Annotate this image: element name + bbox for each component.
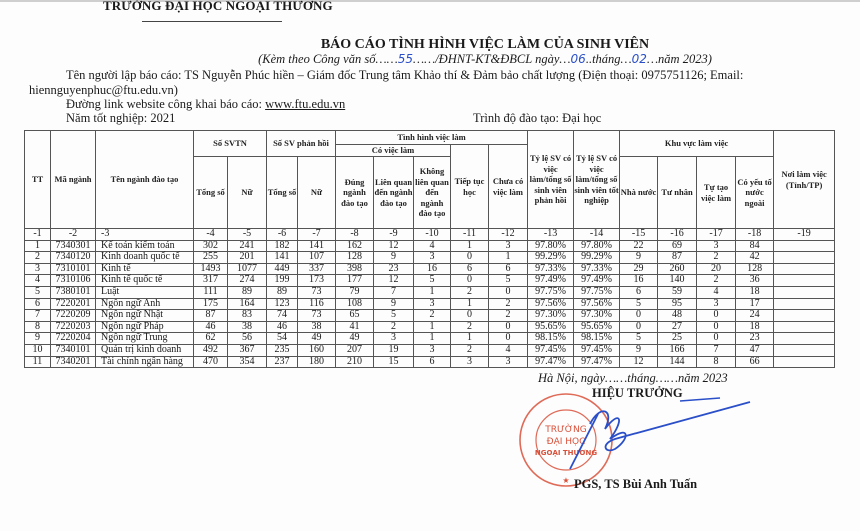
column-index-cell: -3 (96, 229, 194, 241)
website-label: Đường link website công khai báo cáo: (66, 97, 266, 111)
sign-date: Hà Nội, ngày……tháng……năm 2023 (538, 371, 728, 385)
table-cell: 10 (25, 344, 51, 356)
table-cell: 3 (489, 240, 528, 252)
table-cell: 56 (228, 333, 267, 345)
table-cell: 4 (414, 240, 451, 252)
table-cell: 97.47% (528, 356, 574, 368)
table-cell: 3 (697, 298, 736, 310)
table-cell (774, 321, 835, 333)
header-name: Tên ngành đào tạo (96, 131, 194, 229)
table-cell: 237 (267, 356, 298, 368)
header-correct-field: Đúng ngành đào tạo (336, 157, 374, 229)
table-cell: 97.56% (574, 298, 620, 310)
table-cell: 3 (25, 263, 51, 275)
table-cell: 3 (414, 344, 451, 356)
table-cell: 0 (489, 286, 528, 298)
table-cell: 7340301 (51, 240, 96, 252)
table-cell: 1 (414, 333, 451, 345)
column-index-cell: -19 (774, 229, 835, 241)
column-index-cell: -15 (620, 229, 658, 241)
table-cell: 0 (697, 310, 736, 322)
table-cell: 260 (658, 263, 697, 275)
table-row (25, 321, 835, 333)
table-cell: 166 (658, 344, 697, 356)
table-cell: 69 (658, 240, 697, 252)
table-cell: 87 (194, 310, 228, 322)
table-cell: 73 (298, 286, 336, 298)
table-cell: 97.45% (574, 344, 620, 356)
table-cell: 97.49% (574, 275, 620, 287)
table-cell: 241 (228, 240, 267, 252)
table-row (25, 263, 835, 275)
table-cell (774, 263, 835, 275)
table-cell: 162 (336, 240, 374, 252)
table-cell (774, 275, 835, 287)
svg-text:★: ★ (562, 476, 570, 485)
table-row (25, 356, 835, 368)
divider (142, 21, 282, 22)
table-cell: 2 (451, 344, 489, 356)
header-tt: TT (25, 131, 51, 229)
header-svtn: Số SVTN (194, 131, 267, 157)
column-index-cell: -13 (528, 229, 574, 241)
table-cell: 7 (697, 344, 736, 356)
table-cell: 5 (374, 310, 414, 322)
header-svtn-female: Nữ (228, 157, 267, 229)
table-cell: 1 (451, 240, 489, 252)
table-cell: 23 (374, 263, 414, 275)
signer-name: PGS, TS Bùi Anh Tuấn (574, 477, 698, 491)
table-cell: Ngôn ngữ Trung (96, 333, 194, 345)
table-cell: 302 (194, 240, 228, 252)
header-code: Mã ngành (51, 131, 96, 229)
table-cell: 5 (414, 275, 451, 287)
table-cell: 164 (228, 298, 267, 310)
table-cell: 18 (736, 321, 774, 333)
header-feedback: Số SV phản hồi (267, 131, 336, 157)
table-cell: Kế toán kiểm toán (96, 240, 194, 252)
table-cell: 17 (736, 298, 774, 310)
graduation-year: Năm tốt nghiệp: 2021 (66, 111, 176, 125)
table-cell (774, 298, 835, 310)
report-title: BÁO CÁO TÌNH HÌNH VIỆC LÀM CỦA SINH VIÊN (320, 37, 650, 52)
svg-text:NGOẠI THƯƠNG: NGOẠI THƯƠNG (534, 449, 598, 457)
table-cell: 3 (451, 356, 489, 368)
header-rate-feedback: Tỷ lệ SV có việc làm/tổng số sinh viên phản hồi (528, 131, 574, 229)
table-cell: 54 (267, 333, 298, 345)
table-cell: 12 (374, 240, 414, 252)
table-cell: 0 (489, 321, 528, 333)
table-cell: 5 (620, 333, 658, 345)
table-cell: 38 (228, 321, 267, 333)
table-cell: 108 (336, 298, 374, 310)
table-cell: 107 (298, 252, 336, 264)
table-cell: 4 (697, 286, 736, 298)
header-related-field: Liên quan đến ngành đào tạo (374, 157, 414, 229)
header-unemployed: Chưa có việc làm (489, 145, 528, 229)
table-cell (774, 240, 835, 252)
table-row (25, 252, 835, 264)
table-cell: 23 (736, 333, 774, 345)
table-cell: 84 (736, 240, 774, 252)
table-cell: 16 (414, 263, 451, 275)
table-cell: 98.15% (574, 333, 620, 345)
header-feedback-total: Tổng số (267, 157, 298, 229)
table-cell: 97.30% (574, 310, 620, 322)
table-cell: 1 (451, 333, 489, 345)
table-cell: 99.29% (574, 252, 620, 264)
table-cell: 2 (374, 321, 414, 333)
table-cell: 95 (658, 298, 697, 310)
table-cell: 1 (451, 298, 489, 310)
column-index-cell: -12 (489, 229, 528, 241)
table-cell: 74 (267, 310, 298, 322)
table-cell (774, 252, 835, 264)
table-cell: 29 (620, 263, 658, 275)
table-cell: 97.33% (528, 263, 574, 275)
table-cell: 8 (25, 321, 51, 333)
table-cell: 4 (489, 344, 528, 356)
column-index-cell: -5 (228, 229, 267, 241)
header-employed: Có việc làm (336, 145, 451, 157)
header-sector: Khu vực làm việc (620, 131, 774, 157)
table-row (25, 310, 835, 322)
svg-text:ĐẠI HỌC: ĐẠI HỌC (546, 437, 586, 447)
table-cell: 83 (228, 310, 267, 322)
header-further-study: Tiếp tục học (451, 145, 489, 229)
table-cell: 95.65% (528, 321, 574, 333)
header-rate-graduates: Tỷ lệ SV có việc làm/tổng số sinh viên tốt nghiệp (574, 131, 620, 229)
table-cell: 97.75% (574, 286, 620, 298)
table-cell: 6 (25, 298, 51, 310)
table-cell: 398 (336, 263, 374, 275)
table-cell: 3 (414, 298, 451, 310)
table-cell: 7310106 (51, 275, 96, 287)
table-cell: 2 (697, 275, 736, 287)
svg-text:TRƯỜNG: TRƯỜNG (545, 425, 587, 435)
table-cell: 12 (620, 356, 658, 368)
table-cell: 201 (228, 252, 267, 264)
table-cell: 7220209 (51, 310, 96, 322)
table-cell: 5 (25, 286, 51, 298)
table-cell: Tài chính ngân hàng (96, 356, 194, 368)
table-cell (774, 310, 835, 322)
table-cell: 175 (194, 298, 228, 310)
email-line: hiennguyenphuc@ftu.edu.vn) (29, 83, 178, 97)
doc-number: 55 (397, 52, 413, 66)
table-cell: 274 (228, 275, 267, 287)
table-cell: 9 (620, 344, 658, 356)
table-cell: Kinh tế (96, 263, 194, 275)
table-cell: 128 (736, 263, 774, 275)
training-level: Trình độ đào tạo: Đại học (473, 111, 602, 125)
table-row (25, 240, 835, 252)
table-cell: 0 (451, 252, 489, 264)
table-cell: 182 (267, 240, 298, 252)
subtitle-mid2: ..tháng… (585, 52, 632, 66)
table-cell: 42 (736, 252, 774, 264)
table-cell: 4 (25, 275, 51, 287)
subtitle-prefix: (Kèm theo Công văn số…… (258, 52, 398, 66)
column-index-cell: -7 (298, 229, 336, 241)
table-cell: 1 (414, 286, 451, 298)
table-cell: 0 (697, 321, 736, 333)
header-employment: Tình hình việc làm (336, 131, 528, 145)
header-state: Nhà nước (620, 157, 658, 229)
table-cell: 3 (414, 252, 451, 264)
table-cell: 1493 (194, 263, 228, 275)
table-cell: 97.30% (528, 310, 574, 322)
column-index-cell: -17 (697, 229, 736, 241)
table-cell: 24 (736, 310, 774, 322)
table-cell: 97.80% (574, 240, 620, 252)
table-cell: 0 (620, 321, 658, 333)
table-cell: 97.47% (574, 356, 620, 368)
table-cell: 12 (374, 275, 414, 287)
table-cell: 62 (194, 333, 228, 345)
table-cell: 141 (267, 252, 298, 264)
table-cell: 0 (451, 310, 489, 322)
table-cell: 337 (298, 263, 336, 275)
table-cell: 2 (489, 298, 528, 310)
table-row (25, 286, 835, 298)
table-cell: 9 (374, 252, 414, 264)
table-cell: 2 (25, 252, 51, 264)
table-cell: Ngôn ngữ Pháp (96, 321, 194, 333)
table-cell (774, 286, 835, 298)
table-cell: 144 (658, 356, 697, 368)
header-unrelated-field: Không liên quan đến ngành đào tạo (414, 157, 451, 229)
table-cell: 7 (25, 310, 51, 322)
header-self-employed: Tự tạo việc làm (697, 157, 736, 229)
table-cell: 116 (298, 298, 336, 310)
table-cell: 7220204 (51, 333, 96, 345)
table-cell: 6 (620, 286, 658, 298)
table-cell: 470 (194, 356, 228, 368)
table-cell: 27 (658, 321, 697, 333)
table-cell: 123 (267, 298, 298, 310)
table-cell: 97.56% (528, 298, 574, 310)
table-cell: 354 (228, 356, 267, 368)
table-cell: 2 (451, 286, 489, 298)
table-cell: 47 (736, 344, 774, 356)
header-foreign: Có yếu tố nước ngoài (736, 157, 774, 229)
table-cell: 89 (267, 286, 298, 298)
table-cell: 25 (658, 333, 697, 345)
table-cell: 1077 (228, 263, 267, 275)
header-feedback-female: Nữ (298, 157, 336, 229)
table-cell: 0 (697, 333, 736, 345)
table-cell: 3 (697, 240, 736, 252)
table-cell: Ngôn ngữ Anh (96, 298, 194, 310)
table-cell: 7310101 (51, 263, 96, 275)
table-cell: 7220201 (51, 298, 96, 310)
table-cell: Luật (96, 286, 194, 298)
table-cell: Kinh doanh quốc tế (96, 252, 194, 264)
column-index-cell: -2 (51, 229, 96, 241)
website-link[interactable]: www.ftu.edu.vn (265, 97, 346, 111)
report-subtitle (0, 52, 860, 67)
table-cell: 18 (736, 286, 774, 298)
column-index-cell: -1 (25, 229, 51, 241)
employment-table (24, 130, 835, 368)
doc-month: 02 (631, 52, 647, 66)
table-cell: 8 (697, 356, 736, 368)
table-cell: 207 (336, 344, 374, 356)
table-cell: 7 (374, 286, 414, 298)
column-index-row (25, 229, 835, 241)
table-cell: 49 (298, 333, 336, 345)
column-index-cell: -4 (194, 229, 228, 241)
column-index-cell: -18 (736, 229, 774, 241)
table-cell: 66 (736, 356, 774, 368)
table-cell: 7340101 (51, 344, 96, 356)
table-cell (774, 333, 835, 345)
table-cell: 317 (194, 275, 228, 287)
table-row (25, 298, 835, 310)
table-cell: 7340120 (51, 252, 96, 264)
table-cell: 235 (267, 344, 298, 356)
table-cell: 5 (489, 275, 528, 287)
column-index-cell: -8 (336, 229, 374, 241)
table-cell: 199 (267, 275, 298, 287)
table-cell: Kinh tế quốc tế (96, 275, 194, 287)
website-line (66, 97, 345, 112)
table-cell: 2 (489, 310, 528, 322)
table-cell: 3 (374, 333, 414, 345)
table-cell: 95.65% (574, 321, 620, 333)
table-cell: 2 (414, 310, 451, 322)
table-cell: 97.45% (528, 344, 574, 356)
table-cell: 20 (697, 263, 736, 275)
table-cell: 97.80% (528, 240, 574, 252)
table-cell: 46 (267, 321, 298, 333)
table-cell: 11 (25, 356, 51, 368)
column-index-cell: -11 (451, 229, 489, 241)
header-private: Tư nhân (658, 157, 697, 229)
table-cell: 6 (414, 356, 451, 368)
table-cell: 99.29% (528, 252, 574, 264)
table-body (25, 229, 835, 368)
table-cell (774, 356, 835, 368)
reporter-line: Tên người lập báo cáo: TS Nguyễn Phúc hiền – Giám đốc Trung tâm Khảo thí & Đảm bảo chất lượng (Điện thoại: 0975751126; Email: (66, 68, 744, 82)
signer-role: HIỆU TRƯỞNG (592, 386, 683, 400)
table-cell: 173 (298, 275, 336, 287)
table-cell: 140 (658, 275, 697, 287)
column-index-cell: -10 (414, 229, 451, 241)
table-cell: 180 (298, 356, 336, 368)
column-index-cell: -16 (658, 229, 697, 241)
table-cell: 49 (336, 333, 374, 345)
column-index-cell: -14 (574, 229, 620, 241)
table-cell: 449 (267, 263, 298, 275)
table-cell: Ngôn ngữ Nhật (96, 310, 194, 322)
table-cell: 16 (620, 275, 658, 287)
table-cell: 0 (489, 333, 528, 345)
table-cell (774, 344, 835, 356)
table-cell: 7220203 (51, 321, 96, 333)
table-cell: Quản trị kinh doanh (96, 344, 194, 356)
table-cell: 1 (489, 252, 528, 264)
table-cell: 1 (25, 240, 51, 252)
subtitle-suffix: …năm 2023) (646, 52, 712, 66)
table-cell: 111 (194, 286, 228, 298)
table-cell: 79 (336, 286, 374, 298)
table-cell: 38 (298, 321, 336, 333)
table-cell: 48 (658, 310, 697, 322)
table-cell: 1 (414, 321, 451, 333)
table-cell: 255 (194, 252, 228, 264)
column-index-cell: -6 (267, 229, 298, 241)
table-cell: 15 (374, 356, 414, 368)
school-name: TRƯỜNG ĐẠI HỌC NGOẠI THƯƠNG (103, 0, 333, 13)
table-cell: 2 (697, 252, 736, 264)
table-cell: 6 (451, 263, 489, 275)
table-cell: 141 (298, 240, 336, 252)
table-cell: 59 (658, 286, 697, 298)
doc-day: 06 (570, 52, 586, 66)
table-cell: 3 (489, 356, 528, 368)
table-cell: 97.49% (528, 275, 574, 287)
table-row (25, 275, 835, 287)
table-cell: 0 (620, 310, 658, 322)
table-cell: 73 (298, 310, 336, 322)
table-cell: 9 (25, 333, 51, 345)
table-cell: 98.15% (528, 333, 574, 345)
table-cell: 7340201 (51, 356, 96, 368)
table-cell: 46 (194, 321, 228, 333)
table-cell: 367 (228, 344, 267, 356)
table-row (25, 344, 835, 356)
table-cell: 19 (374, 344, 414, 356)
signature-icon (560, 394, 760, 474)
table-cell: 97.75% (528, 286, 574, 298)
table-cell: 128 (336, 252, 374, 264)
subtitle-mid: ……/ĐHNT-KT&ĐBCL ngày… (412, 52, 571, 66)
table-row (25, 333, 835, 345)
header-svtn-total: Tổng số (194, 157, 228, 229)
table-cell: 97.33% (574, 263, 620, 275)
table-cell: 9 (374, 298, 414, 310)
table-cell: 7380101 (51, 286, 96, 298)
table-cell: 5 (620, 298, 658, 310)
table-cell: 0 (451, 275, 489, 287)
table-cell: 6 (489, 263, 528, 275)
table-cell: 177 (336, 275, 374, 287)
table-cell: 36 (736, 275, 774, 287)
table-cell: 210 (336, 356, 374, 368)
table-cell: 65 (336, 310, 374, 322)
table-cell: 87 (658, 252, 697, 264)
header-location: Nơi làm việc (Tỉnh/TP) (774, 131, 835, 229)
table-cell: 9 (620, 252, 658, 264)
table-cell: 160 (298, 344, 336, 356)
table-cell: 89 (228, 286, 267, 298)
table-cell: 41 (336, 321, 374, 333)
table-cell: 492 (194, 344, 228, 356)
table-cell: 22 (620, 240, 658, 252)
column-index-cell: -9 (374, 229, 414, 241)
table-cell: 2 (451, 321, 489, 333)
